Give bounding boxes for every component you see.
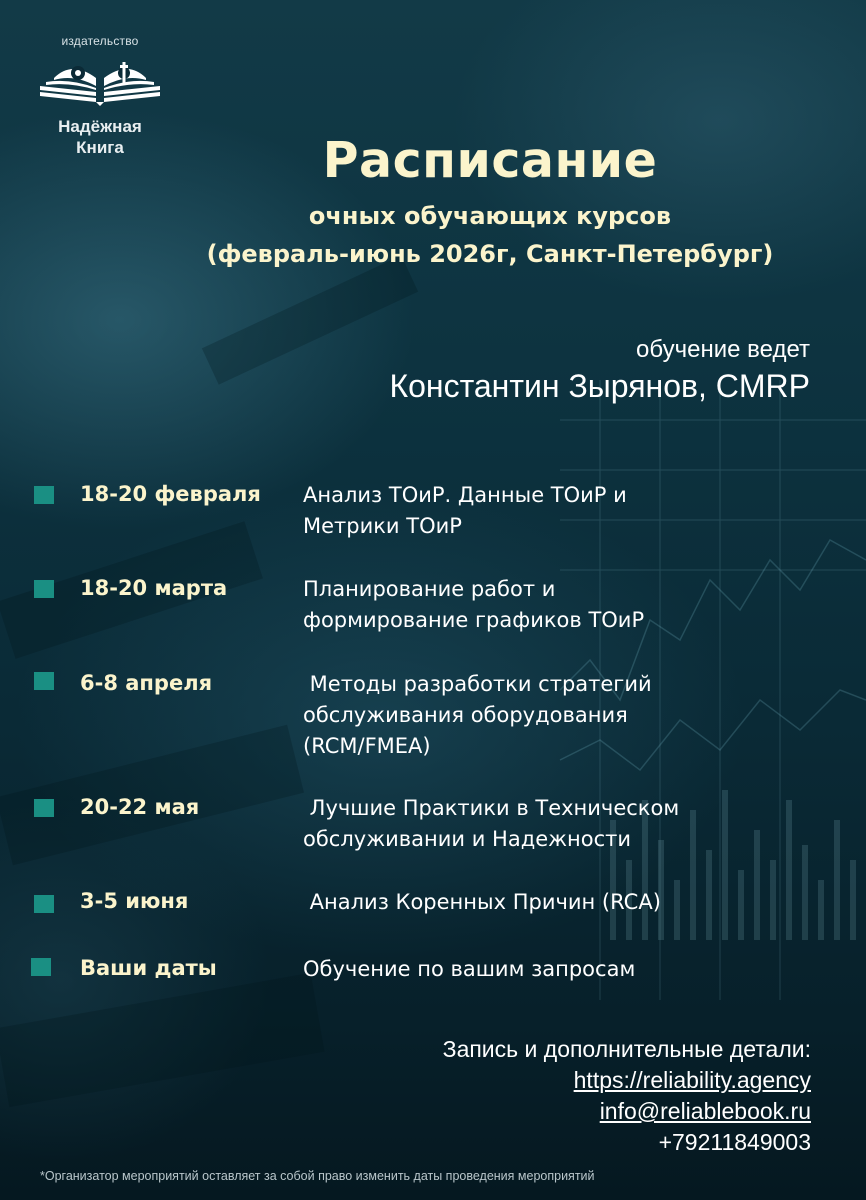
schedule-course	[303, 793, 823, 855]
schedule-course	[303, 480, 823, 542]
contact-label: Запись и дополнительные детали:	[442, 1036, 811, 1062]
course-line: (RCM/FMEA)	[303, 734, 431, 758]
open-book-gear-icon	[34, 52, 166, 110]
instructor-name: Константин Зырянов, CMRP	[389, 368, 810, 404]
bullet-square-icon	[34, 486, 54, 504]
bullet-square-icon	[34, 580, 54, 598]
course-line: Планирование работ и	[303, 577, 556, 601]
course-line: формирование графиков ТОиР	[303, 608, 645, 632]
website-link[interactable]: https://reliability.agency	[573, 1067, 811, 1093]
page-title: Расписание	[322, 132, 658, 189]
schedule-course	[303, 887, 823, 918]
bullet-square-icon	[34, 799, 54, 817]
course-line: Лучшие Практики в Техническом	[303, 796, 680, 820]
logo-name-line1: Надёжная	[58, 117, 142, 136]
schedule-date: 18-20 февраля	[80, 482, 261, 506]
course-line: Анализ ТОиР. Данные ТОиР и	[303, 483, 627, 507]
course-line: обслуживания оборудования	[303, 703, 628, 727]
footnote-disclaimer: *Организатор мероприятий оставляет за собой право изменить даты проведения мероприятий	[40, 1169, 595, 1183]
logo-publisher-label: издательство	[61, 34, 139, 48]
logo-name	[30, 116, 170, 158]
bullet-square-icon	[34, 895, 54, 913]
course-line: обслуживании и Надежности	[303, 827, 632, 851]
schedule-course	[303, 574, 823, 636]
schedule-date: 18-20 марта	[80, 576, 228, 600]
course-line: Методы разработки стратегий	[303, 672, 652, 696]
bullet-square-icon	[31, 958, 51, 976]
email-link[interactable]: info@reliablebook.ru	[599, 1098, 811, 1124]
bullet-square-icon	[34, 672, 54, 690]
contact-block	[443, 1034, 811, 1158]
subtitle-line1: очных обучающих курсов	[308, 202, 672, 230]
course-line: Обучение по вашим запросам	[303, 957, 636, 981]
schedule-date: Ваши даты	[80, 956, 217, 980]
course-line: Метрики ТОиР	[303, 514, 462, 538]
schedule-date: 6-8 апреля	[80, 671, 213, 695]
schedule-date: 20-22 мая	[80, 795, 200, 819]
subtitle-line2: (февраль-июнь 2026г, Санкт-Петербург)	[206, 240, 774, 268]
phone-number: +79211849003	[658, 1129, 811, 1155]
schedule-date: 3-5 июня	[80, 889, 189, 913]
logo-name-line2: Книга	[76, 138, 124, 157]
instructor-label: обучение ведет	[636, 336, 810, 363]
publisher-logo	[30, 34, 170, 158]
course-line: Анализ Коренных Причин (RCA)	[303, 890, 661, 914]
schedule-course	[303, 669, 823, 762]
schedule-course	[303, 954, 823, 985]
